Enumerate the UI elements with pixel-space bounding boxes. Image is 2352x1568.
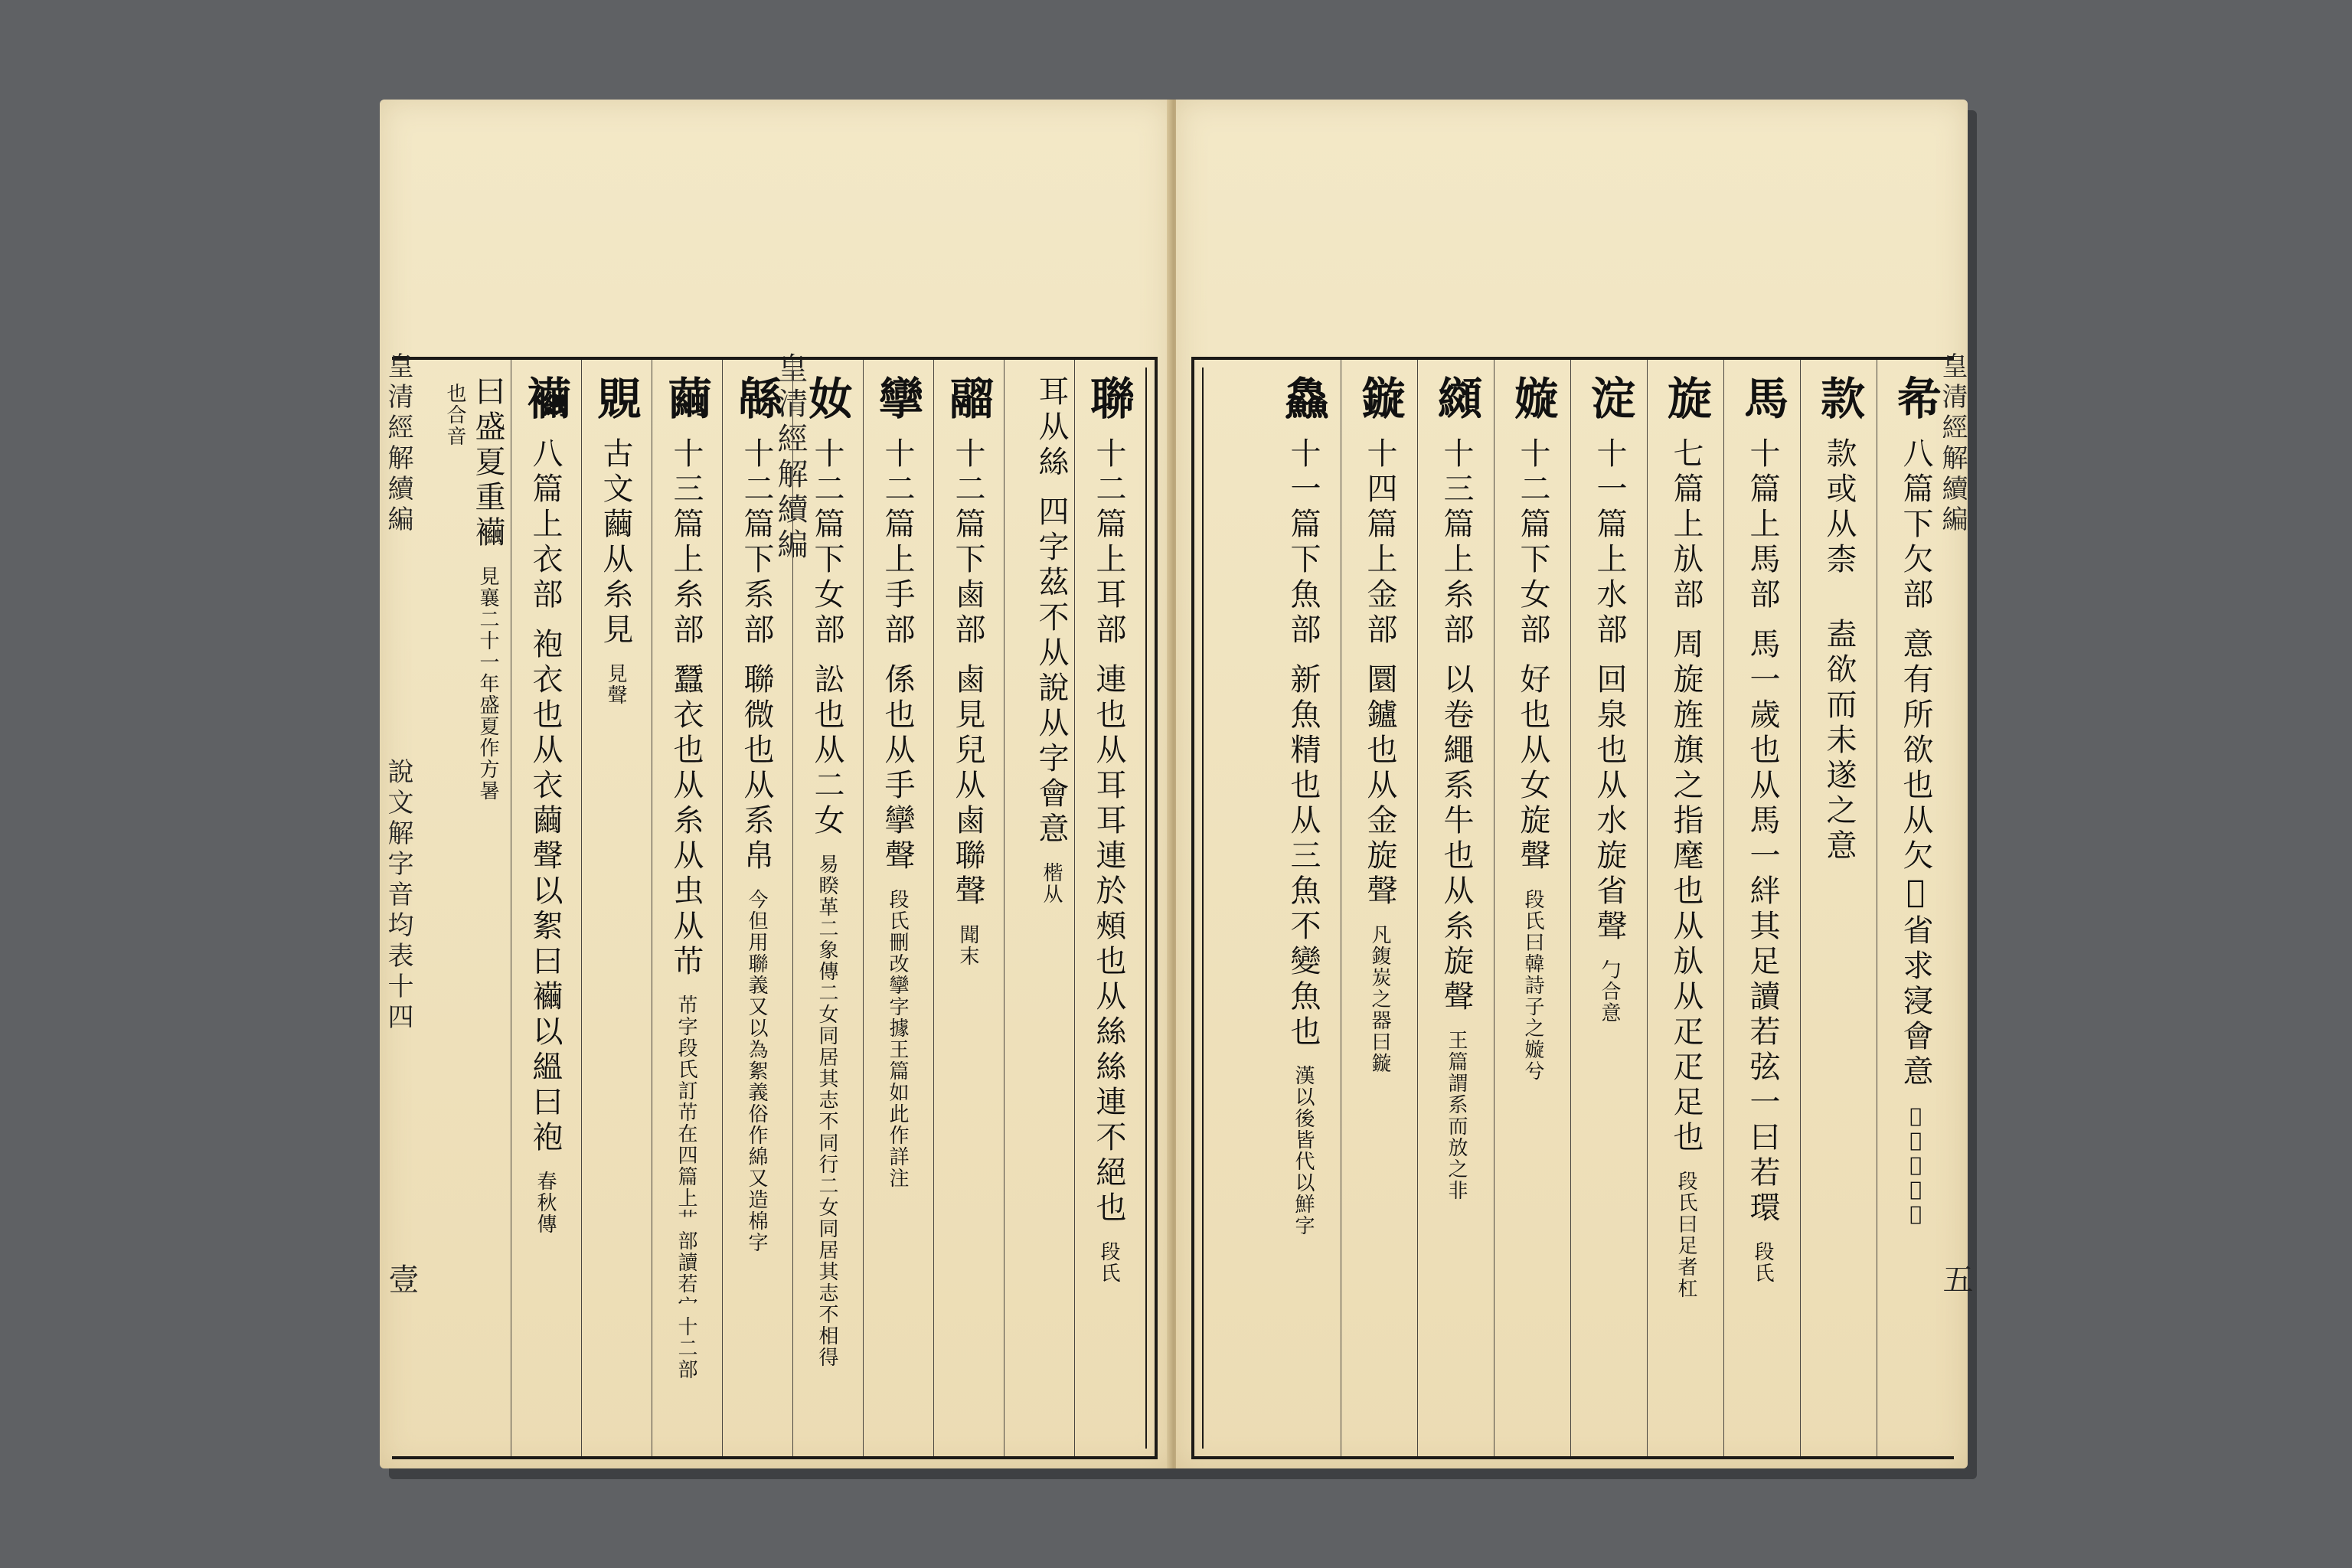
inner-frame-line — [1202, 368, 1204, 1449]
entry-character: 鬸 — [942, 375, 994, 423]
section-note: 曰盛夏重襺 — [470, 375, 505, 551]
commentary-text: 勹合意 — [1598, 959, 1621, 1024]
commentary-text: 芇字段氏訂芇在四篇上艹部讀若宀十二部 — [675, 995, 697, 1380]
definition-text: 圜鑪也从金旋聲 — [1362, 663, 1397, 910]
column-rule — [1417, 360, 1418, 1456]
running-subtitle-text: 說文解字音均表十四 — [383, 758, 413, 1034]
text-column — [867, 375, 928, 1432]
column-rule — [722, 360, 723, 1456]
definition-text: 袍衣也从衣繭聲以絮曰襺以縕曰袍 — [528, 628, 563, 1156]
left-running-title — [380, 352, 417, 536]
section-note: 耳从絲 — [1034, 375, 1069, 481]
right-page — [1176, 100, 1973, 1468]
bottom-note: 也合音 — [443, 383, 466, 447]
left-margin-title: 皇清經解續編 — [773, 352, 808, 564]
text-column — [1655, 375, 1717, 1432]
entry-character: 淀 — [1583, 375, 1635, 423]
definition-text: 係也从手攣聲 — [880, 663, 915, 874]
commentary-text: 段氏 — [1097, 1241, 1120, 1284]
commentary-text: 段氏 — [1751, 1241, 1774, 1284]
column-rule — [1723, 360, 1724, 1456]
definition-text: 馬一歲也从馬一絆其足讀若弦一曰若環 — [1745, 628, 1780, 1227]
column-rule — [1074, 360, 1075, 1456]
section-note: 十四篇上金部 — [1362, 437, 1397, 648]
definition-text: 以卷繩系牛也从糸旋聲 — [1439, 663, 1474, 1015]
entry-character: 襺 — [519, 375, 571, 423]
right-running-title — [1934, 352, 1971, 536]
definition-text: 意有所欲也从欠𥨊省求寖會意 — [1898, 628, 1933, 1090]
text-column — [1808, 375, 1870, 1432]
entry-character: 聯 — [1083, 375, 1135, 423]
text-column — [655, 375, 717, 1432]
text-column — [1008, 375, 1069, 1432]
entry-character: 馬 — [1736, 375, 1788, 423]
entry-character: 奻 — [801, 375, 853, 423]
section-note: 十二篇下鹵部 — [950, 437, 985, 648]
left-text-frame — [392, 357, 1158, 1459]
commentary-text: 段氏刪改攣字據王篇如此作詳注 — [886, 889, 909, 1189]
section-note: 十二篇下女部 — [809, 437, 844, 648]
left-running-subtitle — [380, 758, 417, 1034]
definition-text: 蠶衣也从糸从虫从芇 — [668, 663, 704, 980]
section-note: 十二篇下女部 — [1515, 437, 1550, 648]
definition-text: 連也从耳耳連於頰也从絲絲連不絕也 — [1091, 663, 1126, 1227]
commentary-text: 今但用聯義又以為絮義俗作綿又造棉字 — [745, 889, 768, 1253]
running-title-text: 皇清經解續編 — [1937, 352, 1968, 536]
entry-character: 攣 — [871, 375, 923, 423]
text-column — [1078, 375, 1139, 1432]
text-column — [1349, 375, 1410, 1432]
entry-character: 緜 — [730, 375, 782, 423]
definition-text: 古文繭从糸見 — [598, 437, 633, 648]
column-rule — [1800, 360, 1801, 1456]
entry-character: 纐 — [1430, 375, 1482, 423]
entry-character: 鏇 — [1354, 375, 1406, 423]
definition-text: 好也从女旋聲 — [1515, 663, 1550, 874]
right-text-frame — [1191, 357, 1954, 1459]
entry-character: 款 — [1813, 375, 1865, 423]
right-page-number: 五 — [1938, 1263, 1973, 1294]
column-rule — [863, 360, 864, 1456]
section-note: 八篇上衣部 — [528, 437, 563, 613]
definition-text: 款或从柰 盍欲而未遂之意 — [1821, 437, 1857, 864]
section-note: 十二篇上耳部 — [1091, 437, 1126, 648]
text-column — [1502, 375, 1563, 1432]
text-column — [1579, 375, 1640, 1432]
definition-text: 回泉也从水旋省聲 — [1592, 663, 1627, 945]
entry-character: 覞 — [590, 375, 642, 423]
commentary-text: 春秋傳 — [534, 1171, 557, 1235]
commentary-text: 段氏曰足者杠 — [1674, 1171, 1697, 1299]
text-column — [514, 375, 576, 1432]
definition-text: 鹵見兒从鹵聯聲 — [950, 663, 985, 910]
text-column — [1272, 375, 1334, 1432]
text-column — [1732, 375, 1793, 1432]
section-note: 十篇上馬部 — [1745, 437, 1780, 613]
left-page — [380, 100, 1171, 1468]
running-title-text: 皇清經解續編 — [383, 352, 413, 536]
commentary-text: 聞末 — [956, 924, 979, 967]
commentary-text: 凡鍑炭之器曰鏇 — [1368, 924, 1391, 1074]
section-note: 七篇上㫃部 — [1668, 437, 1704, 613]
column-rule — [792, 360, 793, 1456]
text-column — [1426, 375, 1487, 1432]
open-book — [380, 100, 1973, 1468]
column-rule — [1570, 360, 1571, 1456]
text-column — [796, 375, 858, 1432]
left-page-number: 壹 — [384, 1263, 419, 1294]
commentary-text: 段氏曰韓詩子之嫙兮 — [1521, 889, 1544, 1082]
entry-character: 繭 — [660, 375, 712, 423]
definition-text: 訟也从二女 — [809, 663, 844, 839]
section-note: 十二篇上手部 — [880, 437, 915, 648]
commentary-text: 見襄二十一年盛夏作方暑 — [476, 566, 499, 802]
section-note: 十三篇上糸部 — [668, 437, 704, 648]
section-note: 十三篇上糸部 — [1439, 437, 1474, 648]
definition-text: 新魚精也从三魚不變魚也 — [1285, 663, 1321, 1050]
definition-text: 周旋旌旗之指麾也从㫃从疋疋足也 — [1668, 628, 1704, 1156]
section-note: 十一篇下魚部 — [1285, 437, 1321, 648]
section-note: 八篇下欠部 — [1898, 437, 1933, 613]
column-rule — [933, 360, 934, 1456]
entry-character: 㣇 — [1890, 375, 1942, 423]
entry-character: 鱻 — [1277, 375, 1329, 423]
commentary-text: 漢以後皆代以鮮字 — [1292, 1065, 1315, 1236]
commentary-text: 見聲 — [604, 663, 627, 706]
commentary-text: 𥨊寖也空而 — [1904, 1105, 1927, 1227]
commentary-text: 王篇謂系而放之非 — [1445, 1030, 1468, 1201]
commentary-text: 楷从 — [1040, 862, 1063, 905]
column-rule — [581, 360, 582, 1456]
section-note: 十一篇上水部 — [1592, 437, 1627, 648]
definition-text: 四字茲不从說从字會意 — [1034, 495, 1069, 848]
inner-frame-line — [1145, 368, 1147, 1449]
text-column — [726, 375, 787, 1432]
entry-character: 嫙 — [1507, 375, 1559, 423]
commentary-text: 易睽革二象傳二女同居其志不同行二女同居其志不相得 — [815, 854, 838, 1368]
column-rule — [1647, 360, 1648, 1456]
text-column — [585, 375, 646, 1432]
entry-character: 旋 — [1660, 375, 1712, 423]
definition-text: 聯微也从系帛 — [739, 663, 774, 874]
text-column — [937, 375, 998, 1432]
section-note: 十二篇下系部 — [739, 437, 774, 648]
